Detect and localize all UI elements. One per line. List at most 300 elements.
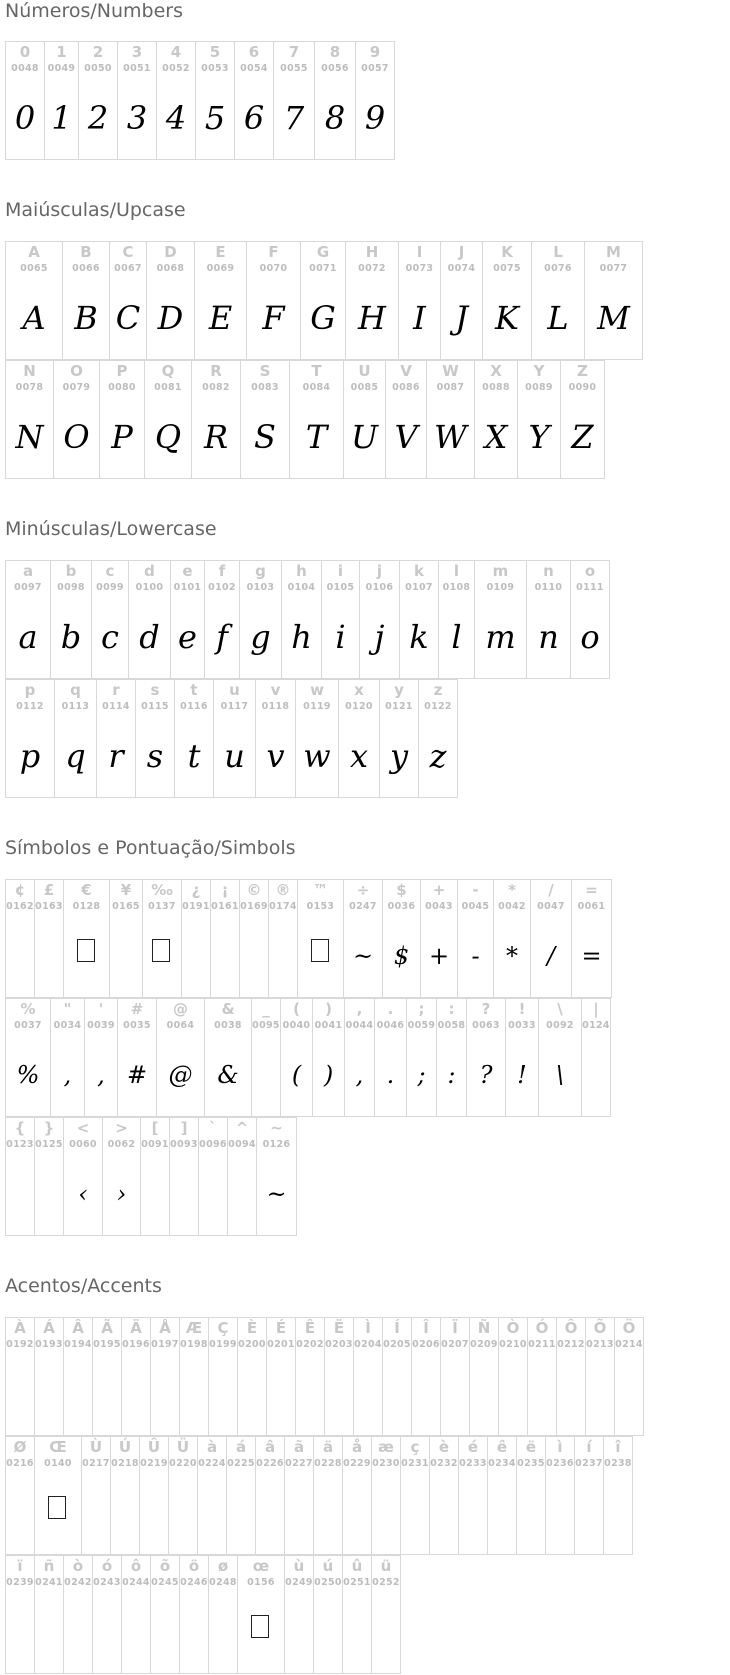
char-label: Ë xyxy=(333,1319,345,1337)
glyph-sample: , xyxy=(63,1061,72,1089)
glyph-sample: ! xyxy=(517,1061,527,1089)
char-code: 0057 xyxy=(361,63,389,74)
glyph-sample: @ xyxy=(168,1061,193,1089)
glyph-sample: d xyxy=(139,618,160,656)
char-code: 0118 xyxy=(261,701,290,712)
char-label: > xyxy=(115,1119,128,1137)
glyph-cell xyxy=(585,1317,615,1436)
glyph-sample: = xyxy=(581,942,602,970)
char-label: Æ xyxy=(185,1319,203,1337)
char-code: 0123 xyxy=(6,1139,34,1150)
glyph-sample: + xyxy=(428,942,450,970)
glyph-sample: h xyxy=(291,618,312,656)
lowercase-row-1 xyxy=(5,560,609,679)
char-label: œ xyxy=(252,1557,270,1575)
glyph-cell xyxy=(102,1117,141,1236)
char-code: 0093 xyxy=(170,1139,198,1150)
glyph-cell xyxy=(63,1555,93,1674)
glyph-cell xyxy=(371,1436,401,1555)
char-label: ¥ xyxy=(120,881,132,899)
char-label: F xyxy=(268,243,279,261)
char-label: = xyxy=(585,881,598,899)
char-label: õ xyxy=(159,1557,171,1575)
char-label: Û xyxy=(147,1438,161,1456)
char-label: ù xyxy=(293,1557,305,1575)
glyph-cell xyxy=(5,41,45,160)
glyph-cell xyxy=(300,241,346,360)
section-title-accents: Acentos/Accents xyxy=(5,1275,162,1297)
char-label: À xyxy=(14,1319,26,1337)
glyph-sample: 6 xyxy=(243,99,265,137)
char-code: 0084 xyxy=(302,382,331,393)
glyph-cell xyxy=(208,1317,238,1436)
char-label: X xyxy=(490,362,502,380)
glyph-cell xyxy=(313,1436,343,1555)
glyph-cell xyxy=(382,879,421,998)
char-code: 0054 xyxy=(240,63,268,74)
char-code: 0096 xyxy=(199,1139,227,1150)
glyph-cell xyxy=(570,560,610,679)
glyph-cell xyxy=(280,998,313,1117)
glyph-sample: C xyxy=(115,299,141,337)
glyph-cell xyxy=(5,679,55,798)
char-label: å xyxy=(351,1438,363,1456)
char-code: 0072 xyxy=(358,263,386,274)
char-label: P xyxy=(116,362,128,380)
char-code: 0193 xyxy=(35,1339,63,1350)
glyph-cell xyxy=(295,1317,325,1436)
glyph-sample: r xyxy=(108,737,124,775)
glyph-cell xyxy=(53,360,100,479)
char-label: V xyxy=(400,362,412,380)
char-label: 1 xyxy=(56,43,67,61)
glyph-sample: ) xyxy=(323,1061,334,1089)
char-code: 0120 xyxy=(345,701,373,712)
glyph-sample: - xyxy=(471,942,480,970)
glyph-cell xyxy=(295,679,339,798)
char-label: î xyxy=(615,1438,621,1456)
char-label: æ xyxy=(378,1438,394,1456)
missing-glyph-box xyxy=(251,1615,269,1638)
char-code: 0073 xyxy=(405,263,434,274)
char-label: Ê xyxy=(304,1319,316,1337)
char-label: ê xyxy=(496,1438,508,1456)
char-label: u xyxy=(229,681,240,699)
char-label: Ó xyxy=(535,1319,549,1337)
glyph-sample: S xyxy=(254,418,276,456)
char-code: 0092 xyxy=(546,1020,574,1031)
char-label: # xyxy=(130,1000,144,1018)
glyph-cell xyxy=(210,879,240,998)
char-label: í xyxy=(586,1438,592,1456)
char-code: 0114 xyxy=(102,701,130,712)
char-code: 0225 xyxy=(227,1458,255,1469)
glyph-sample: u xyxy=(224,737,245,775)
char-label: R xyxy=(210,362,222,380)
glyph-cell xyxy=(338,679,380,798)
char-code: 0219 xyxy=(140,1458,168,1469)
char-code: 0044 xyxy=(345,1020,374,1031)
char-code: 0195 xyxy=(93,1339,121,1350)
char-label: a xyxy=(22,562,34,580)
char-label: e xyxy=(182,562,193,580)
char-code: 0102 xyxy=(208,582,236,593)
char-code: 0232 xyxy=(430,1458,458,1469)
glyph-sample: K xyxy=(495,299,519,337)
char-code: 0197 xyxy=(151,1339,179,1350)
glyph-cell xyxy=(469,1317,499,1436)
char-code: 0140 xyxy=(44,1458,72,1469)
glyph-cell xyxy=(109,241,147,360)
glyph-sample: 3 xyxy=(126,99,148,137)
char-code: 0053 xyxy=(201,63,229,74)
glyph-cell xyxy=(179,1555,209,1674)
glyph-cell xyxy=(527,1317,557,1436)
char-code: 0211 xyxy=(528,1339,556,1350)
char-code: 0115 xyxy=(141,701,169,712)
char-code: 0230 xyxy=(372,1458,400,1469)
char-label: B xyxy=(80,243,92,261)
glyph-sample: m xyxy=(485,618,516,656)
char-code: 0198 xyxy=(180,1339,208,1350)
char-label: l xyxy=(453,562,460,580)
glyph-cell xyxy=(237,1317,267,1436)
char-code: 0078 xyxy=(15,382,44,393)
glyph-sample: R xyxy=(203,418,229,456)
char-label: v xyxy=(270,681,281,699)
char-code: 0089 xyxy=(525,382,553,393)
glyph-cell xyxy=(342,1436,372,1555)
char-label: K xyxy=(501,243,513,261)
char-label: Ø xyxy=(13,1438,27,1456)
glyph-sample: l xyxy=(451,618,462,656)
char-label: g xyxy=(255,562,266,580)
char-code: 0205 xyxy=(383,1339,411,1350)
char-code: 0156 xyxy=(247,1577,275,1588)
char-label: ö xyxy=(188,1557,200,1575)
char-code: 0245 xyxy=(151,1577,179,1588)
char-code: 0091 xyxy=(141,1139,169,1150)
char-code: 0083 xyxy=(251,382,279,393)
char-label: N xyxy=(23,362,36,380)
glyph-cell xyxy=(142,879,182,998)
char-label: á xyxy=(235,1438,247,1456)
glyph-sample: N xyxy=(15,418,44,456)
char-code: 0033 xyxy=(508,1020,536,1031)
char-label: Í xyxy=(394,1319,400,1337)
glyph-cell xyxy=(406,998,437,1117)
char-code: 0105 xyxy=(326,582,355,593)
glyph-cell xyxy=(140,1117,170,1236)
char-code: 0249 xyxy=(285,1577,313,1588)
char-code: 0212 xyxy=(557,1339,585,1350)
glyph-cell xyxy=(234,41,274,160)
glyph-cell xyxy=(420,879,458,998)
glyph-cell xyxy=(227,1117,257,1236)
char-code: 0234 xyxy=(488,1458,516,1469)
char-code: 0094 xyxy=(228,1139,256,1150)
glyph-cell xyxy=(213,679,256,798)
glyph-cell xyxy=(179,1317,209,1436)
char-code: 0052 xyxy=(162,63,190,74)
char-label: Ô xyxy=(564,1319,578,1337)
glyph-cell xyxy=(135,679,175,798)
glyph-sample: A xyxy=(22,299,46,337)
glyph-cell xyxy=(121,1555,151,1674)
char-label: @ xyxy=(173,1000,188,1018)
char-code: 0242 xyxy=(64,1577,92,1588)
char-label: 0 xyxy=(19,43,31,61)
char-label: * xyxy=(508,881,516,899)
glyph-sample: t xyxy=(187,737,201,775)
char-code: 0227 xyxy=(285,1458,313,1469)
glyph-cell xyxy=(117,41,157,160)
char-code: 0162 xyxy=(6,901,34,912)
char-code: 0119 xyxy=(303,701,331,712)
char-label: Â xyxy=(72,1319,84,1337)
char-label: 9 xyxy=(369,43,381,61)
char-label: Ü xyxy=(176,1438,190,1456)
glyph-cell xyxy=(92,1317,122,1436)
char-label: 2 xyxy=(92,43,104,61)
char-label: Õ xyxy=(593,1319,607,1337)
char-label: Å xyxy=(159,1319,171,1337)
glyph-sample: q xyxy=(65,737,86,775)
char-code: 0037 xyxy=(14,1020,42,1031)
glyph-cell xyxy=(281,560,322,679)
glyph-cell xyxy=(603,1436,633,1555)
char-code: 0203 xyxy=(325,1339,353,1350)
glyph-cell xyxy=(84,998,118,1117)
glyph-cell xyxy=(256,1117,297,1236)
glyph-cell xyxy=(411,1317,441,1436)
glyph-cell xyxy=(382,1317,412,1436)
glyph-cell xyxy=(284,1555,314,1674)
char-label: ' xyxy=(98,1000,104,1018)
glyph-sample: v xyxy=(266,737,285,775)
symbols-row-2 xyxy=(5,998,610,1117)
glyph-cell xyxy=(34,1555,64,1674)
char-code: 0075 xyxy=(493,263,521,274)
glyph-cell xyxy=(170,560,205,679)
char-code: 0048 xyxy=(11,63,39,74)
char-label: ô xyxy=(130,1557,142,1575)
char-code: 0036 xyxy=(387,901,416,912)
glyph-sample: W xyxy=(434,418,467,456)
glyph-cell xyxy=(538,998,582,1117)
char-label: / xyxy=(548,881,554,899)
glyph-cell xyxy=(438,560,475,679)
glyph-sample: U xyxy=(351,418,378,456)
char-code: 0041 xyxy=(314,1020,343,1031)
char-code: 0122 xyxy=(424,701,452,712)
glyph-cell xyxy=(109,879,143,998)
glyph-sample: s xyxy=(146,737,164,775)
char-label: L xyxy=(553,243,563,261)
glyph-cell xyxy=(268,879,298,998)
glyph-cell xyxy=(81,1436,111,1555)
char-label: t xyxy=(190,681,198,699)
char-code: 0210 xyxy=(499,1339,527,1350)
char-label: h xyxy=(296,562,307,580)
char-code: 0067 xyxy=(114,263,142,274)
char-code: 0117 xyxy=(220,701,249,712)
char-code: 0100 xyxy=(135,582,164,593)
char-label: H xyxy=(365,243,379,261)
char-code: 0064 xyxy=(166,1020,195,1031)
char-code: 0035 xyxy=(123,1020,151,1031)
char-label: ? xyxy=(481,1000,491,1018)
char-label: n xyxy=(543,562,554,580)
char-code: 0051 xyxy=(123,63,151,74)
char-code: 0202 xyxy=(296,1339,324,1350)
glyph-cell xyxy=(5,360,54,479)
char-label: J xyxy=(458,243,465,261)
char-code: 0226 xyxy=(256,1458,284,1469)
char-label: 3 xyxy=(131,43,143,61)
char-code: 0236 xyxy=(546,1458,574,1469)
char-code: 0076 xyxy=(544,263,572,274)
glyph-sample: ( xyxy=(291,1061,302,1089)
char-code: 0056 xyxy=(321,63,349,74)
char-label: Ì xyxy=(365,1319,371,1337)
char-code: 0196 xyxy=(122,1339,150,1350)
char-label: & xyxy=(221,1000,235,1018)
glyph-cell xyxy=(121,1317,151,1436)
glyph-cell xyxy=(5,1117,35,1236)
char-label: } xyxy=(43,1119,55,1137)
char-code: 0137 xyxy=(148,901,176,912)
glyph-cell xyxy=(426,360,475,479)
char-code: 0047 xyxy=(537,901,565,912)
glyph-cell xyxy=(96,679,136,798)
glyph-sample: n xyxy=(538,618,559,656)
glyph-sample: b xyxy=(60,618,82,656)
glyph-cell xyxy=(34,1317,64,1436)
char-code: 0061 xyxy=(577,901,606,912)
char-code: 0046 xyxy=(376,1020,405,1031)
glyph-cell xyxy=(574,1436,604,1555)
char-code: 0209 xyxy=(470,1339,498,1350)
glyph-sample: i xyxy=(335,618,346,656)
glyph-cell xyxy=(150,1317,180,1436)
char-code: 0204 xyxy=(354,1339,382,1350)
char-label: \ xyxy=(557,1000,563,1018)
glyph-sample: Y xyxy=(528,418,550,456)
char-code: 0108 xyxy=(442,582,471,593)
char-code: 0103 xyxy=(246,582,275,593)
char-code: 0233 xyxy=(459,1458,487,1469)
accents-row-1 xyxy=(5,1317,643,1436)
char-code: 0101 xyxy=(173,582,202,593)
char-label: W xyxy=(442,362,459,380)
char-code: 0055 xyxy=(280,63,308,74)
char-code: 0220 xyxy=(169,1458,197,1469)
glyph-cell xyxy=(63,1117,103,1236)
glyph-sample: X xyxy=(484,418,508,456)
char-label: d xyxy=(144,562,155,580)
char-code: 0042 xyxy=(498,901,526,912)
char-code: 0248 xyxy=(209,1577,237,1588)
glyph-sample: 8 xyxy=(324,99,346,137)
glyph-cell xyxy=(312,998,345,1117)
char-label: © xyxy=(246,881,262,899)
char-label: Á xyxy=(43,1319,55,1337)
char-code: 0116 xyxy=(180,701,208,712)
char-label: ; xyxy=(418,1000,425,1018)
char-code: 0099 xyxy=(96,582,124,593)
char-label: f xyxy=(218,562,226,580)
char-label: z xyxy=(433,681,443,699)
char-label: p xyxy=(24,681,36,699)
glyph-sample: O xyxy=(63,418,90,456)
char-code: 0238 xyxy=(604,1458,632,1469)
char-label: ã xyxy=(293,1438,305,1456)
glyph-cell xyxy=(34,879,64,998)
char-code: 0080 xyxy=(108,382,136,393)
char-code: 0241 xyxy=(35,1577,63,1588)
glyph-sample: ‹ xyxy=(78,1180,88,1208)
char-code: 0074 xyxy=(447,263,476,274)
glyph-cell xyxy=(63,1317,93,1436)
char-label: é xyxy=(467,1438,479,1456)
char-label: ë xyxy=(525,1438,537,1456)
char-label: à xyxy=(206,1438,218,1456)
char-code: 0082 xyxy=(202,382,230,393)
char-label: ] xyxy=(180,1119,188,1137)
glyph-cell xyxy=(571,879,612,998)
glyph-sample: x xyxy=(349,737,369,775)
glyph-cell xyxy=(54,679,97,798)
glyph-cell xyxy=(204,998,252,1117)
glyph-sample: 0 xyxy=(14,99,36,137)
char-label: ü xyxy=(380,1557,392,1575)
glyph-cell xyxy=(78,41,118,160)
glyph-cell xyxy=(63,879,110,998)
glyph-cell xyxy=(198,1117,228,1236)
glyph-sample: 1 xyxy=(51,99,72,137)
accents-row-3 xyxy=(5,1555,400,1674)
char-label: c xyxy=(105,562,115,580)
char-label: i xyxy=(337,562,344,580)
glyph-cell xyxy=(344,998,375,1117)
glyph-cell xyxy=(531,241,585,360)
glyph-cell xyxy=(208,1555,238,1674)
glyph-sample: c xyxy=(101,618,119,656)
char-label: " xyxy=(63,1000,72,1018)
char-label: { xyxy=(14,1119,26,1137)
glyph-cell xyxy=(251,998,281,1117)
glyph-cell xyxy=(343,879,383,998)
char-code: 0104 xyxy=(287,582,316,593)
glyph-cell xyxy=(239,879,269,998)
char-label: Ò xyxy=(506,1319,520,1337)
glyph-sample: M xyxy=(597,299,630,337)
glyph-cell xyxy=(168,1436,198,1555)
glyph-cell xyxy=(5,998,51,1117)
char-label: É xyxy=(275,1319,287,1337)
char-code: 0252 xyxy=(372,1577,400,1588)
glyph-cell xyxy=(191,360,241,479)
char-label: s xyxy=(150,681,160,699)
char-label: w xyxy=(310,681,324,699)
char-code: 0040 xyxy=(282,1020,311,1031)
char-label: k xyxy=(414,562,424,580)
char-label: 8 xyxy=(329,43,341,61)
char-code: 0098 xyxy=(57,582,85,593)
char-label: û xyxy=(351,1557,363,1575)
glyph-cell xyxy=(62,241,110,360)
